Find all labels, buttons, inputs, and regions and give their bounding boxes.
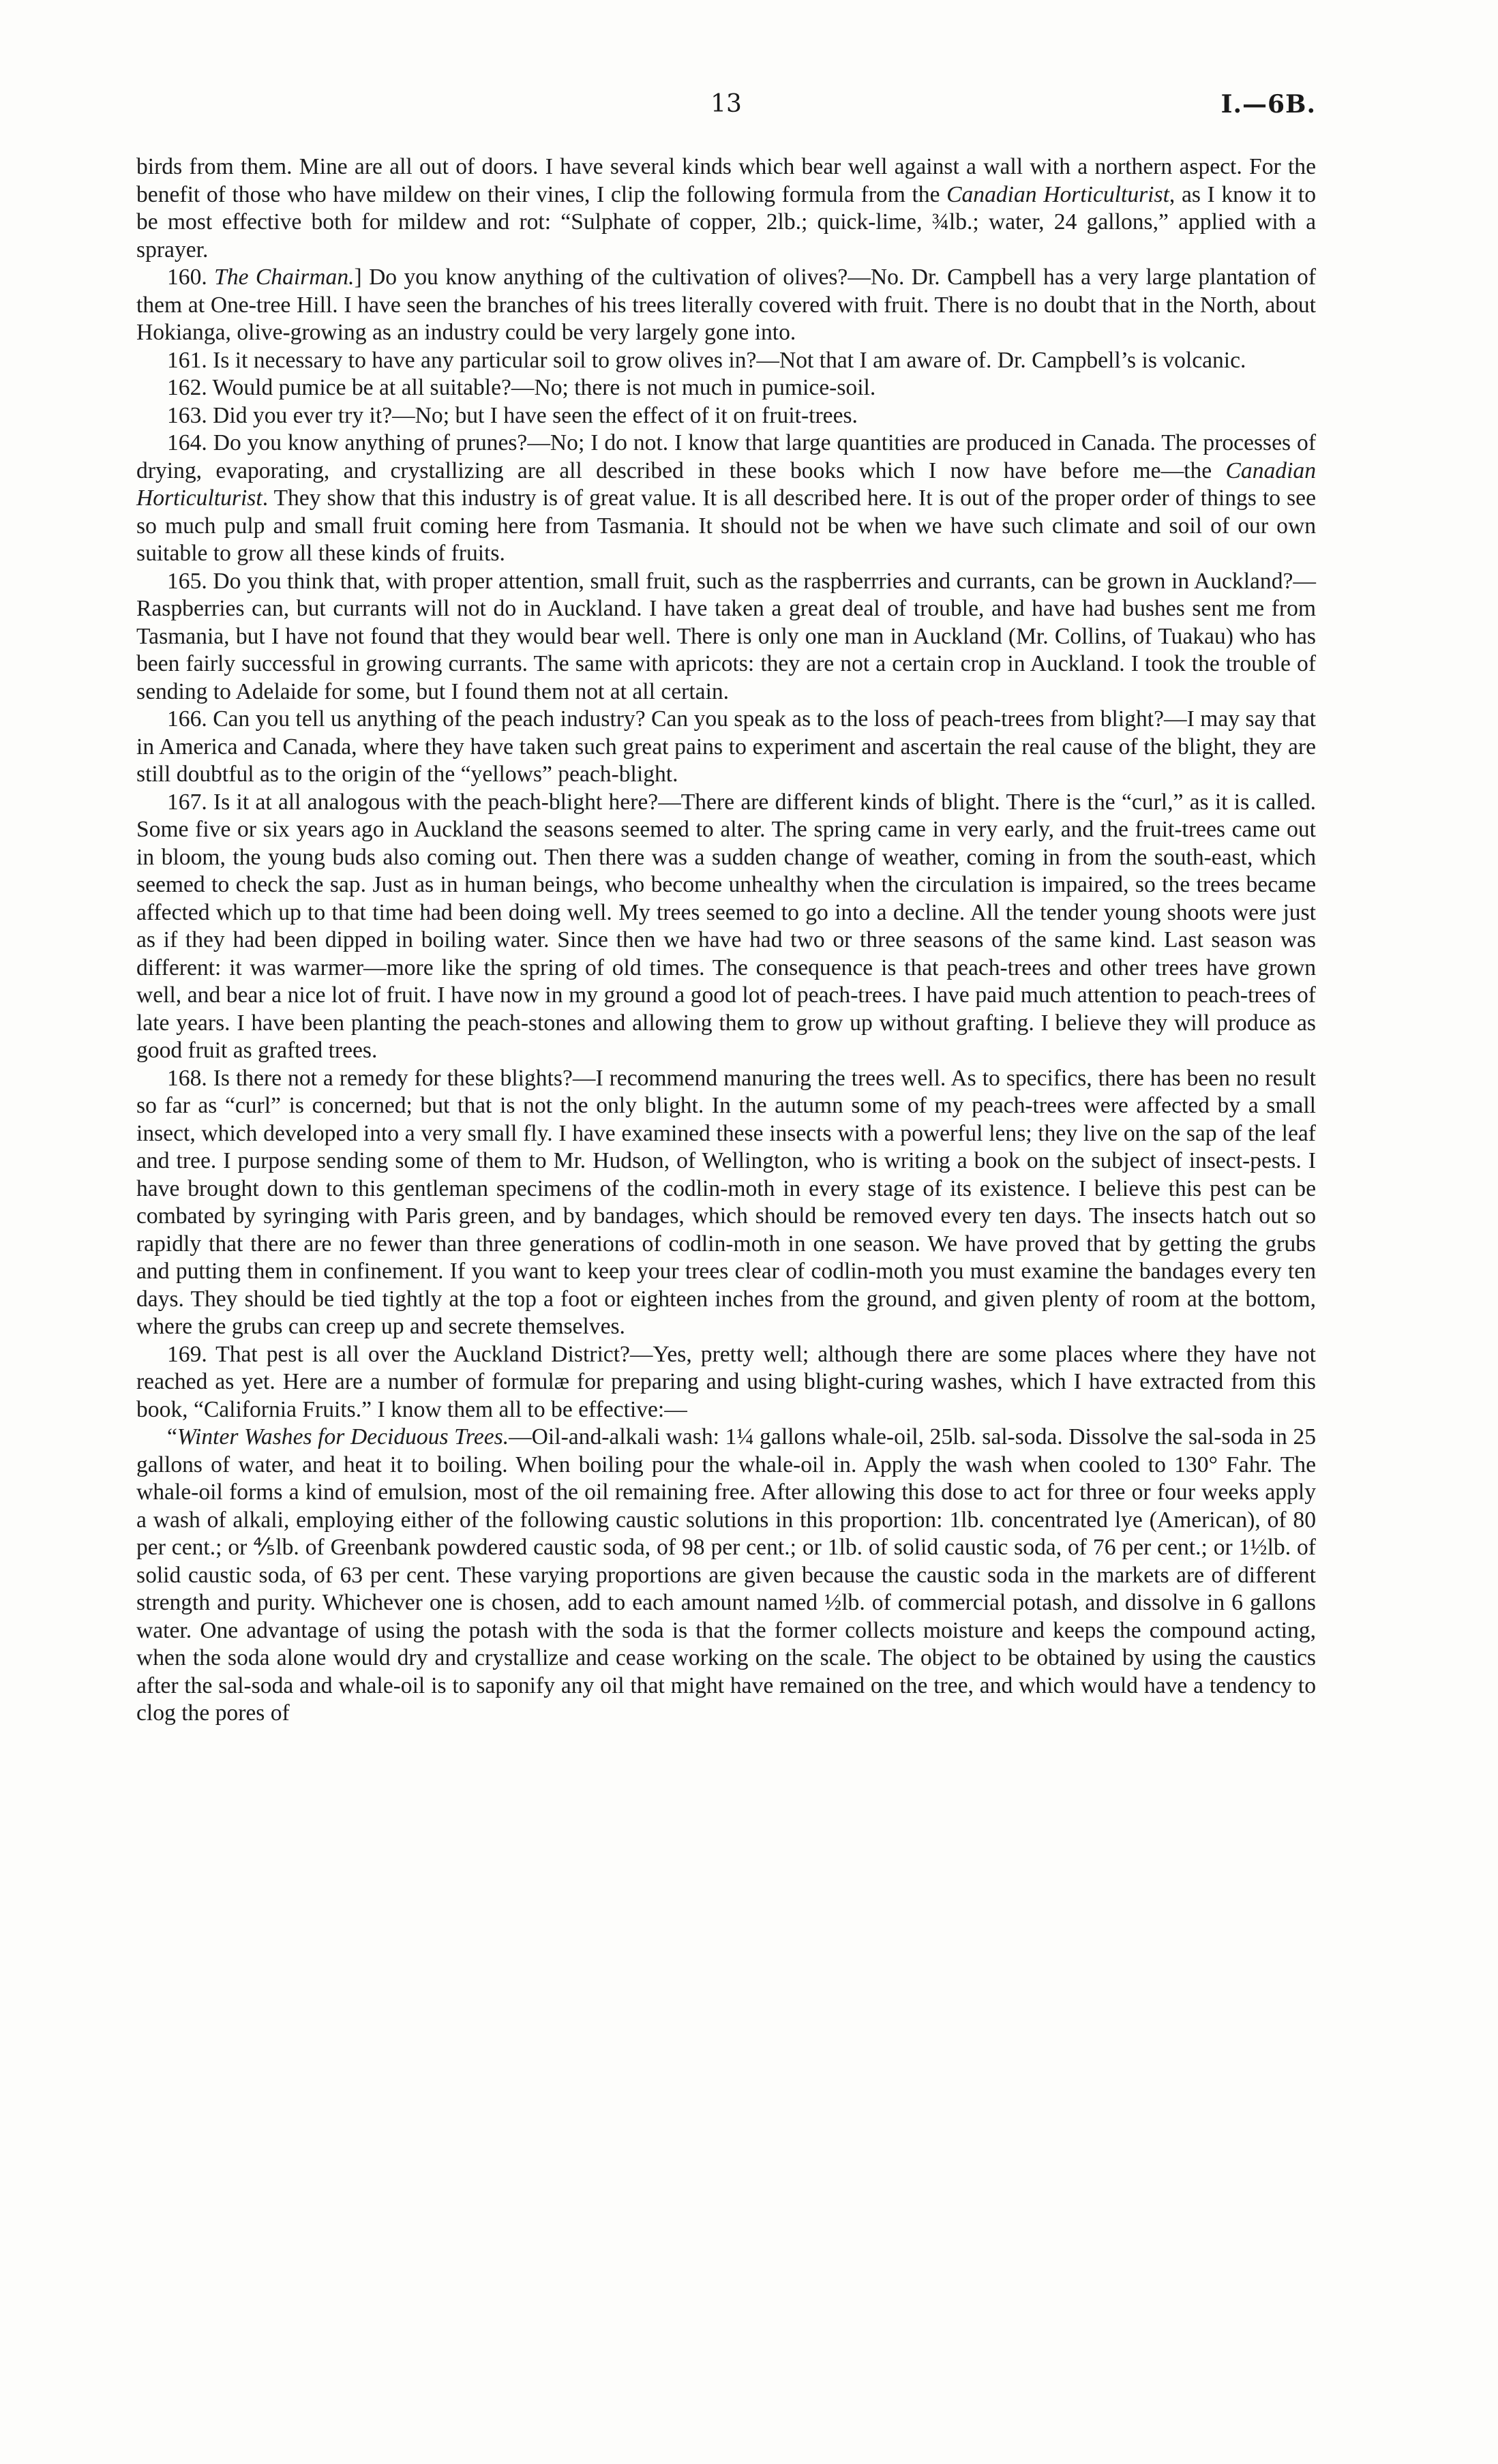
text-segment: 166. Can you tell us anything of the peach industry? Can you speak as to the loss of peach-trees from blight?—I may say that in America and Canada, where they have taken such great pains to experiment and ascertain the real cause of the blight, they are still doubtful as to the origin of the “yellows” peach-blight. bbox=[136, 706, 1316, 787]
text-segment: ] Do you know anything of the cultivation of olives?—No. Dr. Campbell has a very large plantation of them at One-tree Hill. I have seen the branches of his trees literally covered with fruit. There is no doubt that in the North, about Hokianga, olive-growing as an industry could be very largely gone into. bbox=[136, 265, 1316, 345]
paragraph-question-169 bbox=[136, 1341, 1316, 1424]
text-segment: 162. Would pumice be at all suitable?—No; there is not much in pumice-soil. bbox=[167, 375, 876, 400]
text-segment: 169. That pest is all over the Auckland District?—Yes, pretty well; although there are some places where they have not reached as yet. Here are a number of formulæ for preparing and using blight-curing washes, which I have extracted from this book, “California Fruits.” I know them all to be effective:— bbox=[136, 1341, 1316, 1422]
page-header bbox=[136, 90, 1316, 131]
paragraph-question-168 bbox=[136, 1065, 1316, 1341]
paper-reference: I.—6B. bbox=[1220, 90, 1316, 119]
paragraph-question-165 bbox=[136, 568, 1316, 706]
text-segment: birds from them. Mine are all out of doors. I have several kinds which bear well against a wall with a northern aspect. For the benefit of those who have mildew on their vines, I clip the following formula from the bbox=[136, 154, 1316, 207]
text-segment: 163. Did you ever try it?—No; but I have seen the effect of it on fruit-trees. bbox=[167, 402, 858, 428]
body-text bbox=[136, 153, 1316, 1728]
text-segment: —Oil-and-alkali wash: 1¼ gallons whale-oil, 25lb. sal-soda. Dissolve the sal-soda in 25 gallons of water, and heat it to boiling. When boiling pour the whale-oil in. Apply the wash when cooled to 130° Fahr. The whale-oil forms a kind of emulsion, most of the oil remaining free. After allowing this dose to act for three or four weeks apply a wash of alkali, employing either of the following caustic solutions in this proportion: 1lb. concentrated lye (American), of 80 per cent.; or ⅘lb. of Greenbank powdered caustic soda, of 98 per cent.; or 1lb. of solid caustic soda, of 76 per cent.; or 1½lb. of solid caustic soda, of 63 per cent. These varying proportions are given because the caustic soda in the markets are of different strength and purity. Whichever one is chosen, add to each amount named ½lb. of commercial potash, and dissolve in 6 gallons water. One advantage of using the potash with the soda is that the former collects moisture and keeps the compound acting, when the soda alone would dry and crystallize and cease working on the scale. The object to be obtained by using the caustics after the sal-soda and whale-oil is to saponify any oil that might have remained on the tree, and which would have a tendency to clog the pores of bbox=[136, 1424, 1316, 1726]
text-segment: 168. Is there not a remedy for these blights?—I recommend manuring the trees well. As to specifics, there has been no result so far as “curl” is concerned; but that is not the only blight. In the autumn some of my peach-trees were affected by a small insect, which developed into a very small fly. I have examined these insects with a powerful lens; they live on the sap of the leaf and tree. I purpose sending some of them to Mr. Hudson, of Wellington, who is writing a book on the subject of insect-pests. I have brought down to this gentleman specimens of the codlin-moth in every stage of its existence. I believe this pest can be combated by syringing with Paris green, and by bandages, which should be removed every ten days. The insects hatch out so rapidly that there are no fewer than three generations of codlin-moth in one season. We have proved that by getting the grubs and putting them in confinement. If you want to keep your trees clear of codlin-moth you must examine the bandages every ten days. They should be tied tightly at the top a foot or eighteen inches from the ground, and given plenty of room at the bottom, where the grubs can creep up and secrete themselves. bbox=[136, 1065, 1316, 1339]
text-segment: 167. Is it at all analogous with the peach-blight here?—There are different kinds of blight. There is the “curl,” as it is called. Some five or six years ago in Auckland the seasons seemed to alter. The spring came in very early, and the fruit-trees came out in bloom, the young buds also coming out. Then there was a sudden change of weather, coming in from the south-east, which seemed to check the sap. Just as in human beings, who become unhealthy when the circulation is impaired, so the trees became affected which up to that time had been doing well. My trees seemed to go into a decline. All the tender young shoots were just as if they had been dipped in boiling water. Since then we have had two or three seasons of the same kind. Last season was different: it was warmer—more like the spring of old times. The consequence is that peach-trees and other trees have grown well, and bear a nice lot of fruit. I have now in my ground a good lot of peach-trees. I have paid much attention to peach-trees of late years. I have been planting the peach-stones and allowing them to grow up without grafting. I believe they will produce as good fruit as grafted trees. bbox=[136, 789, 1316, 1063]
text-segment: , as I know it to be most effective both for mildew and rot: “Sulphate of copper, 2lb.; quick-lime, ¾lb.; water, 24 gallons,” applied with a sprayer. bbox=[136, 181, 1316, 262]
italic-text-segment: Winter Washes for Deciduous Trees. bbox=[177, 1424, 509, 1449]
paragraph-question-164 bbox=[136, 430, 1316, 568]
paragraph-question-160 bbox=[136, 264, 1316, 347]
text-segment: 165. Do you think that, with proper attention, small fruit, such as the raspberrries and currants, can be grown in Auckland?—Raspberries can, but currants will not do in Auckland. I have taken a great deal of trouble, and have had bushes sent me from Tasmania, but I have not found that they would bear well. There is only one man in Auckland (Mr. Collins, of Tuakau) who has been fairly successful in growing currants. The same with apricots: they are not a certain crop in Auckland. I took the trouble of sending to Adelaide for some, but I found them not at all certain. bbox=[136, 568, 1316, 704]
paragraph-question-163 bbox=[136, 402, 1316, 430]
italic-text-segment: Canadian Horticulturist bbox=[946, 181, 1169, 207]
paragraph-continuation bbox=[136, 153, 1316, 264]
italic-text-segment: The Chairman. bbox=[214, 265, 355, 290]
paragraph-question-167 bbox=[136, 789, 1316, 1065]
text-segment: 164. Do you know anything of prunes?—No; I do not. I know that large quantities are produced in Canada. The processes of drying, evaporating, and crystallizing are all described in these books which I now have before me—the bbox=[136, 430, 1316, 483]
paragraph-question-161 bbox=[136, 347, 1316, 375]
paragraph-quoted-formula bbox=[136, 1424, 1316, 1728]
paragraph-question-166 bbox=[136, 706, 1316, 789]
text-segment: “ bbox=[167, 1424, 177, 1449]
page-number: 13 bbox=[710, 90, 742, 118]
italic-text-segment: Canadian Horticulturist bbox=[136, 457, 1316, 511]
text-segment: . They show that this industry is of great value. It is all described here. It is out of the proper order of things to see so much pulp and small fruit coming here from Tasmania. It should not be when we have such climate and soil of our own suitable to grow all these kinds of fruits. bbox=[136, 485, 1316, 566]
text-segment: 161. Is it necessary to have any particular soil to grow olives in?—Not that I am aware of. Dr. Campbell’s is volcanic. bbox=[167, 347, 1246, 373]
paragraph-question-162 bbox=[136, 374, 1316, 402]
text-segment: 160. bbox=[167, 265, 215, 290]
